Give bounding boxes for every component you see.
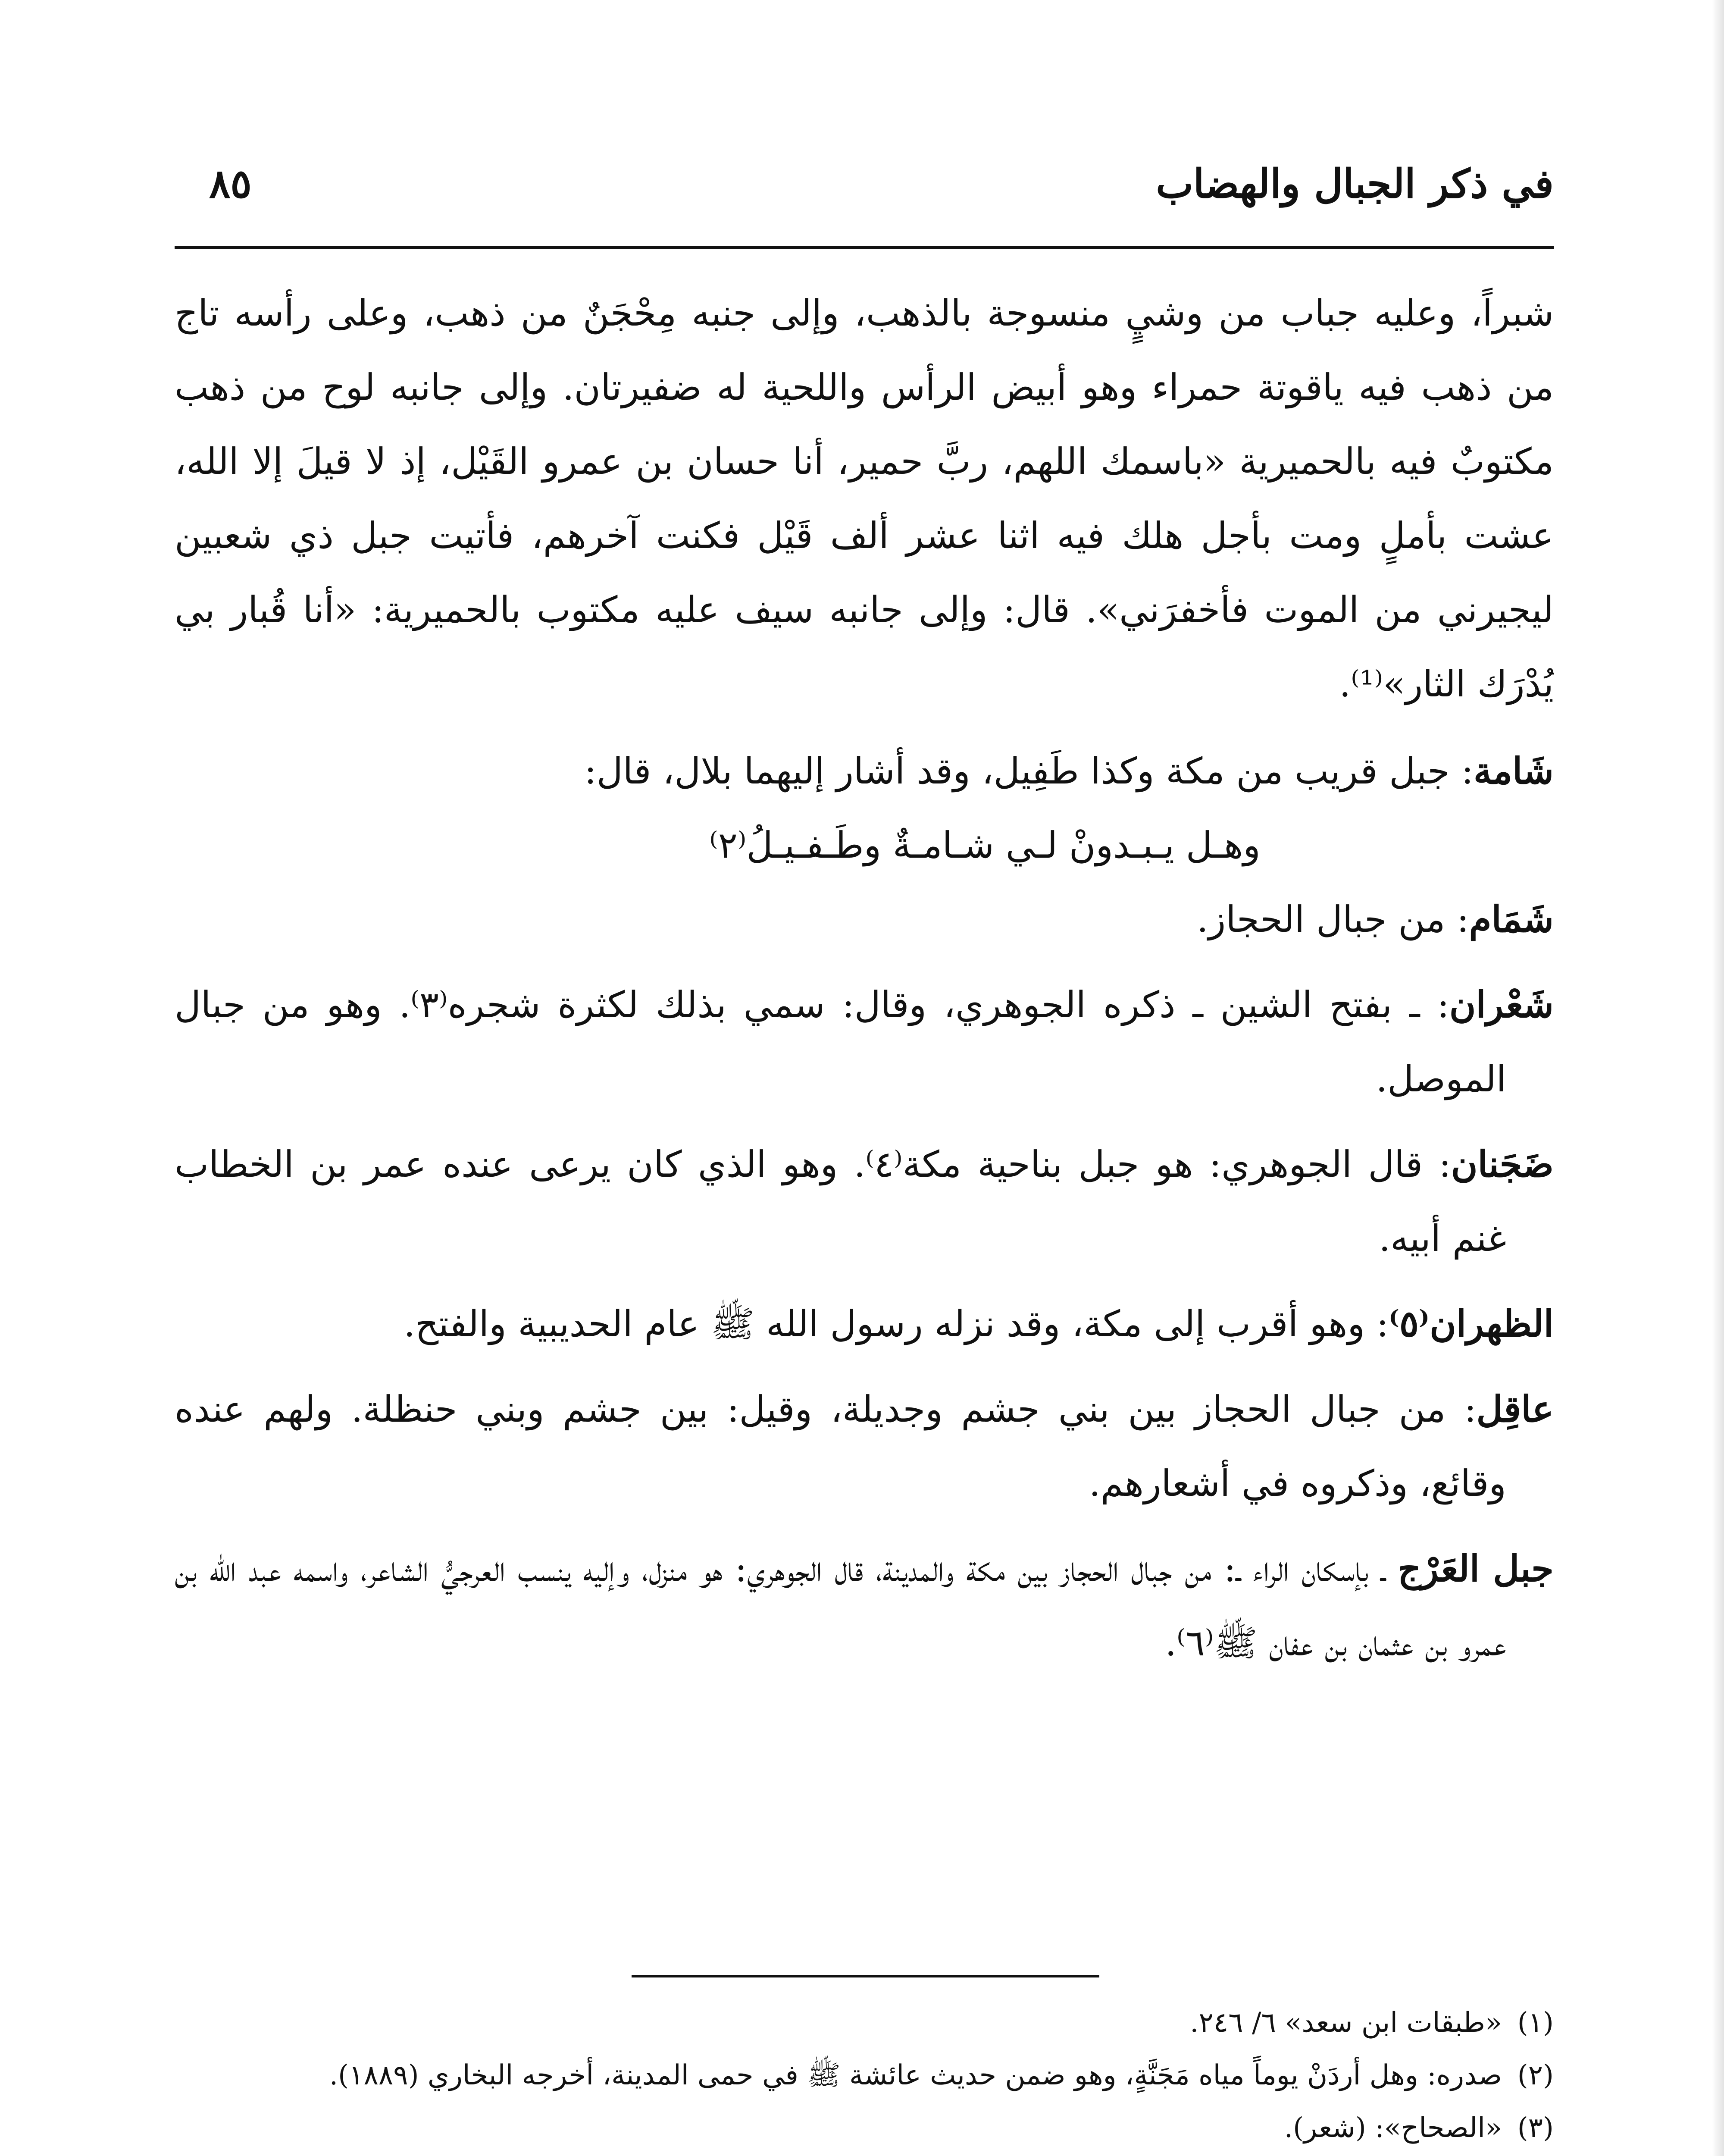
running-header: [175, 155, 1554, 220]
footnote-divider: [632, 1975, 1099, 1977]
entry-arj: [175, 1532, 1554, 1680]
entry-term: شَعْران: [1449, 983, 1554, 1026]
page-edge-shadow: [1712, 0, 1724, 2156]
chapter-title: في ذكر الجبال والهضاب: [1156, 160, 1554, 207]
entry-text: ـ بإسكان الراء ـ: من جبال الحجاز بين مكة والمدينة، قال الجوهري: هو منزل، وإليه ينسب العرجيُّ الشاعر، واسمه عبد الله بن عمرو بن عثمان بن عفان ﷺ⁽٦⁾.: [175, 1548, 1506, 1664]
footnote-2: [175, 2049, 1554, 2102]
entry-shama: [175, 734, 1554, 808]
footnote-number: (١): [1517, 2007, 1554, 2039]
entry-term: جبل العَرْج: [1398, 1547, 1554, 1590]
entry-text: : جبل قريب من مكة وكذا طَفِيل، وقد أشار إليهما بلال، قال:: [584, 750, 1474, 792]
entry-term: شَامة: [1473, 749, 1554, 792]
entry-text: : ـ بفتح الشين ـ ذكره الجوهري، وقال: سمي بذلك لكثرة شجره⁽٣⁾. وهو من جبال الموصل.: [175, 984, 1506, 1100]
footnotes: [175, 1996, 1554, 2156]
footnote-number: (٣): [1517, 2112, 1554, 2144]
footnote-1: [175, 1996, 1554, 2049]
entry-term: شَمَام: [1469, 898, 1554, 940]
entry-shaaran: [175, 968, 1554, 1116]
header-divider: [175, 246, 1554, 249]
footnote-number: [1502, 2154, 1554, 2156]
entry-shamam: [175, 882, 1554, 956]
footnote-4: [175, 2154, 1554, 2156]
footnote-text: «طبقات ابن سعد» ٦/ ٢٤٦.: [1190, 2007, 1502, 2039]
entry-text: : من جبال الحجاز.: [1196, 898, 1469, 940]
footnote-number: (٢): [1517, 2059, 1554, 2091]
entry-dhahran: [175, 1287, 1554, 1361]
entry-term: الظهران⁽٥⁾: [1388, 1302, 1554, 1345]
entry-term: عاقِل: [1476, 1388, 1554, 1430]
poetry-verse: وهـل يـبـدونْ لـي شـامـةٌ وطَـفـيـلُ⁽٢⁾: [709, 824, 1261, 866]
main-text: [175, 276, 1554, 1680]
entry-term: ضَجَنان: [1451, 1143, 1554, 1185]
footnote-text: «الصحاح»: (شعر).: [1284, 2112, 1502, 2144]
opening-paragraph: شبراً، وعليه جباب من وشيٍ منسوجة بالذهب، وإلى جنبه مِحْجَنٌ من ذهب، وعلى رأسه تاج من ذهب فيه ياقوتة حمراء وهو أبيض الرأس واللحية له ضفيرتان. وإلى جانبه لوح من ذهب مكتوبٌ فيه بالحميرية «باسمك اللهم، ربَّ حمير، أنا حسان بن عمرو القَيْل، إذ لا قيلَ إلا الله، عشت بأملٍ ومت بأجل هلك فيه اثنا عشر ألف قَيْل فكنت آخرهم، فأتيت جبل ذي شعبين ليجيرني من الموت فأخفرَني». قال: وإلى جانبه سيف عليه مكتوب بالحميرية: «أنا قُبار بي يُدْرَك الثار»⁽¹⁾.: [175, 292, 1554, 705]
page-number: ٨٥: [209, 160, 252, 207]
entry-text: : من جبال الحجاز بين بني جشم وجديلة، وقيل: بين جشم وبني حنظلة. ولهم عنده وقائع، وذكروه في أشعارهم.: [175, 1388, 1506, 1504]
entry-dajanan: [175, 1127, 1554, 1275]
entry-text: : قال الجوهري: هو جبل بناحية مكة⁽٤⁾. وهو الذي كان يرعى عنده عمر بن الخطاب غنم أبيه.: [175, 1143, 1506, 1260]
footnote-3: [175, 2102, 1554, 2154]
footnote-text: صدره: وهل أردَنْ يوماً مياه مَجَنَّةٍ، وهو ضمن حديث عائشة ﷺ في حمى المدينة، أخرجه البخاري (١٨٨٩).: [329, 2059, 1502, 2091]
entry-text: : وهو أقرب إلى مكة، وقد نزله رسول الله ﷺ عام الحديبية والفتح.: [404, 1303, 1389, 1345]
entry-aqil: [175, 1372, 1554, 1520]
